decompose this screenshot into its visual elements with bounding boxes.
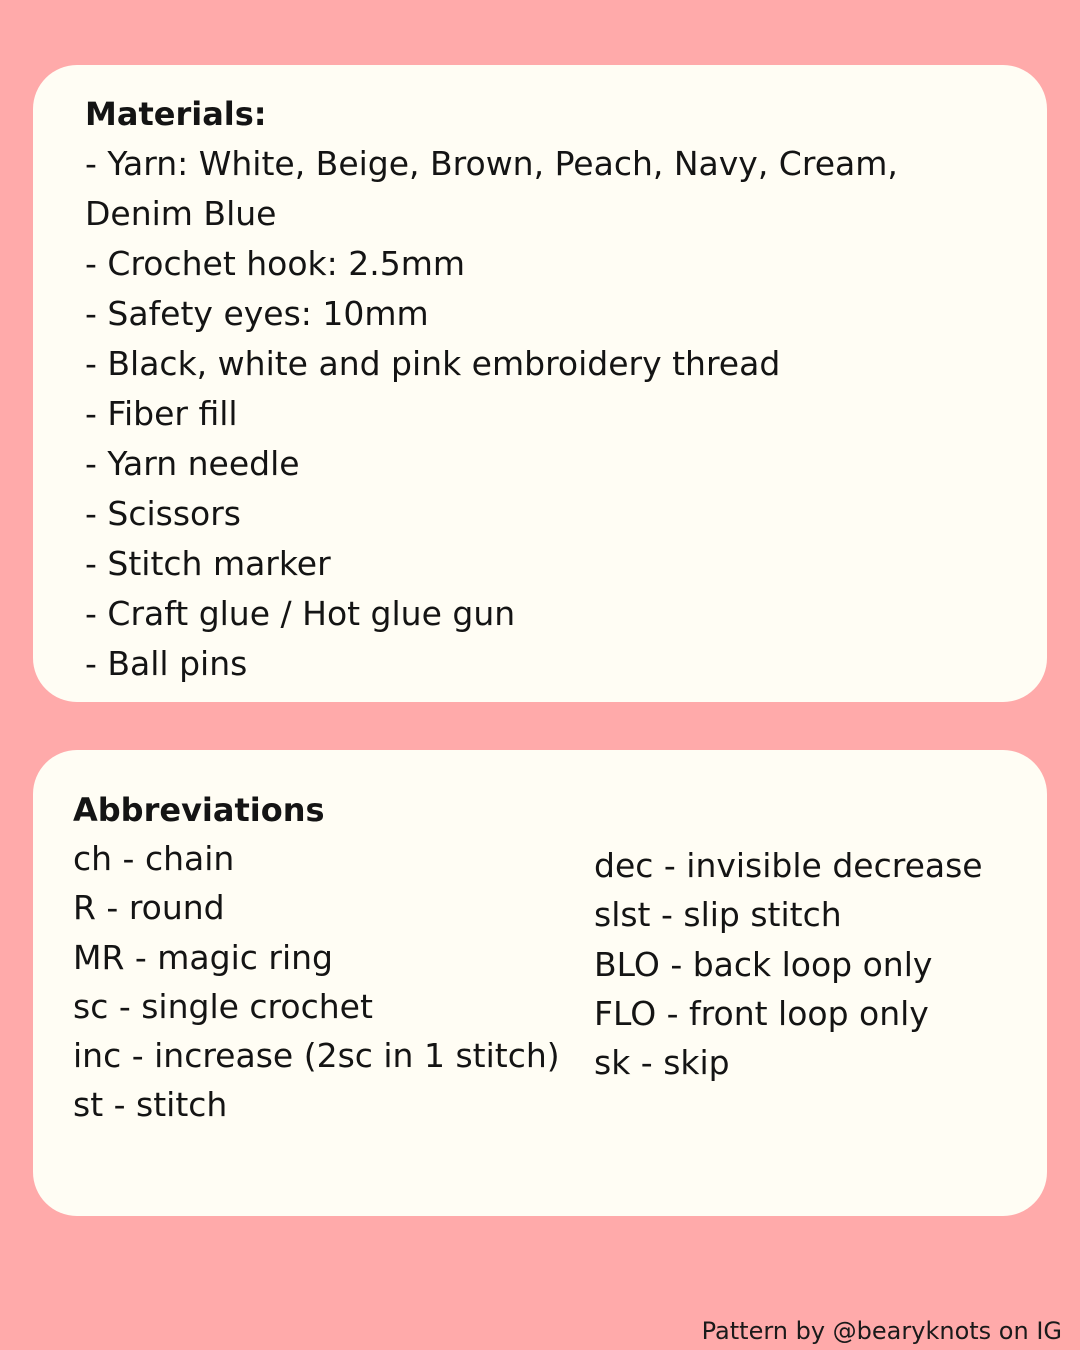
abbreviation-item: MR - magic ring xyxy=(73,937,334,977)
abbreviation-item: R - round xyxy=(73,888,225,928)
materials-item: - Scissors xyxy=(85,494,241,533)
materials-item: - Yarn needle xyxy=(85,444,300,483)
materials-list xyxy=(85,139,1047,689)
abbreviation-item: inc - increase (2sc in 1 stitch) xyxy=(73,1036,560,1076)
materials-item: - Stitch marker xyxy=(85,544,331,583)
abbreviation-item: dec - invisible decrease xyxy=(594,846,983,885)
materials-item: - Black, white and pink embroidery thread xyxy=(85,344,781,383)
materials-item: - Crochet hook: 2.5mm xyxy=(85,244,466,283)
abbreviation-item: sc - single crochet xyxy=(73,986,373,1026)
abbreviation-item: sk - skip xyxy=(594,1043,730,1083)
abbreviation-item: FLO - front loop only xyxy=(594,993,929,1033)
materials-item: - Safety eyes: 10mm xyxy=(85,294,429,333)
abbreviations-left-column xyxy=(73,834,560,1130)
materials-item: - Ball pins xyxy=(85,644,248,683)
materials-heading: Materials: xyxy=(85,95,267,133)
abbreviation-item: st - stitch xyxy=(73,1085,228,1125)
materials-card xyxy=(33,65,1047,702)
abbreviation-item: ch - chain xyxy=(73,839,235,878)
materials-item: Denim Blue xyxy=(85,194,277,233)
materials-item: - Yarn: White, Beige, Brown, Peach, Navy, Cream, xyxy=(85,144,898,183)
abbreviations-heading: Abbreviations xyxy=(73,791,325,829)
abbreviation-item: slst - slip stitch xyxy=(594,895,842,935)
materials-item: - Craft glue / Hot glue gun xyxy=(85,594,516,633)
abbreviations-right-column xyxy=(594,841,983,1087)
pattern-credit: Pattern by @bearyknots on IG xyxy=(701,1317,1062,1345)
abbreviations-card xyxy=(33,750,1047,1216)
abbreviation-item: BLO - back loop only xyxy=(594,944,933,984)
materials-item: - Fiber fill xyxy=(85,394,238,433)
